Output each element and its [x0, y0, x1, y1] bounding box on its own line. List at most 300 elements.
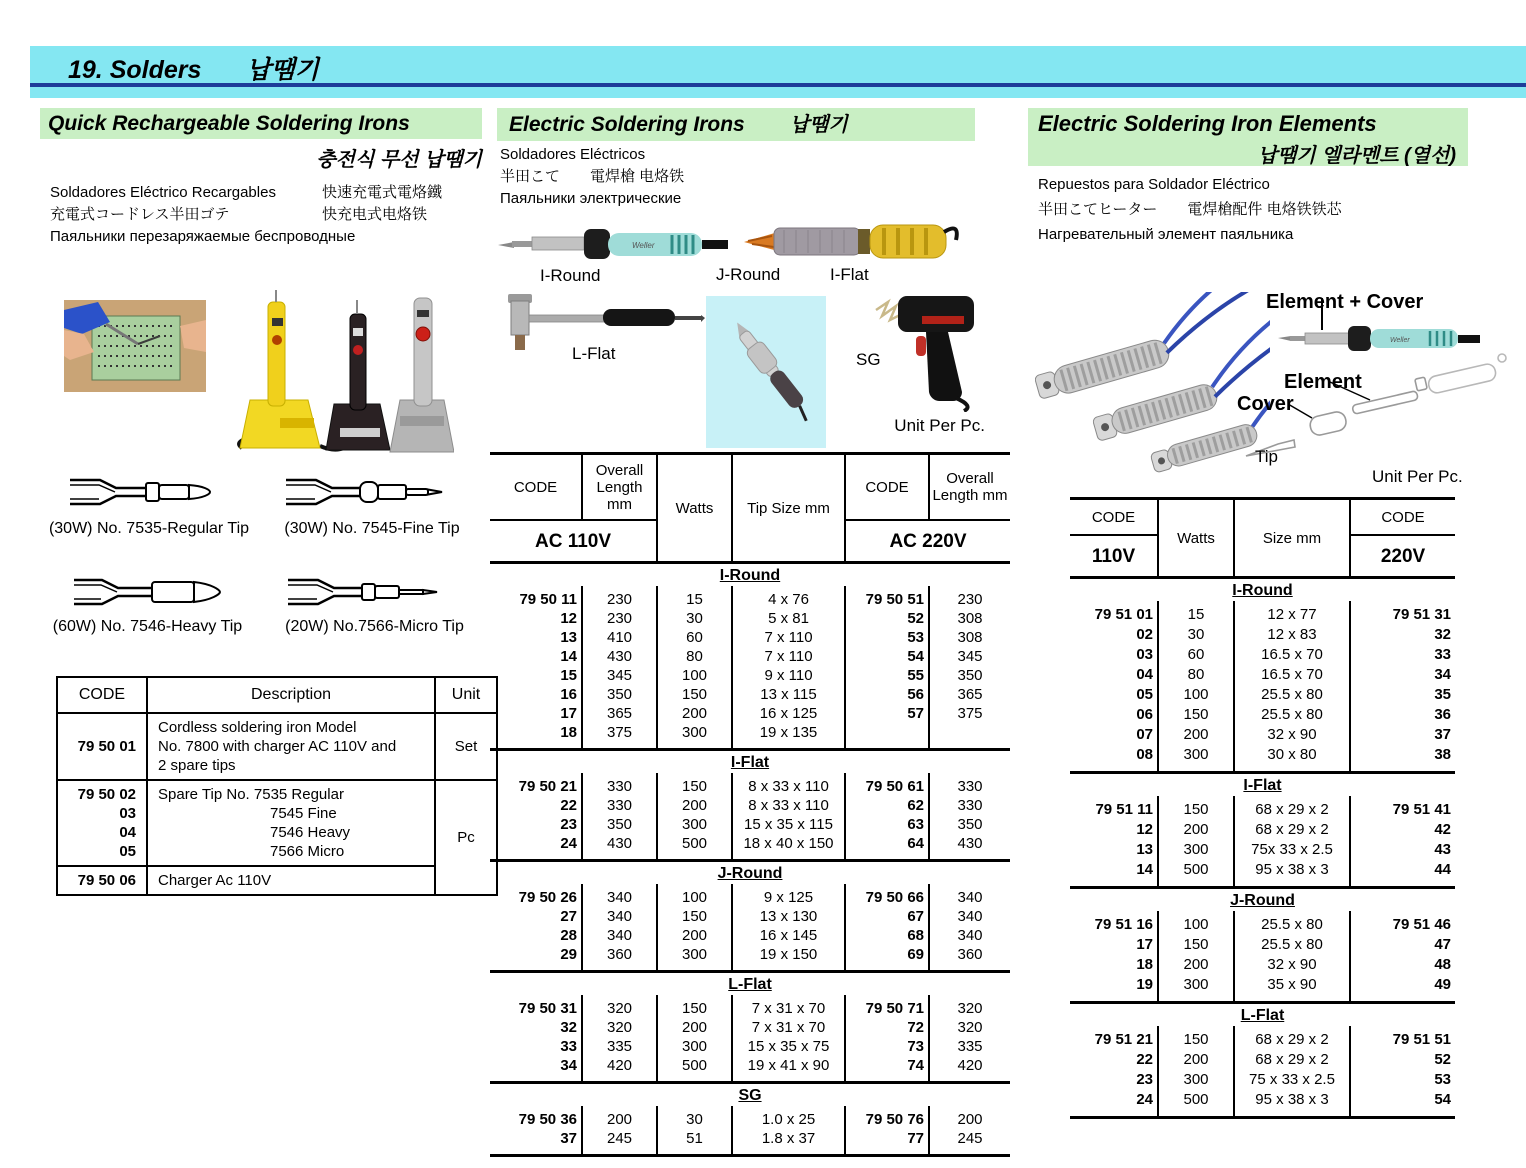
data-cell: 49	[1350, 975, 1455, 1003]
data-cell: 9 x 125	[732, 884, 845, 907]
data-cell: 335	[582, 1037, 657, 1056]
table-row	[490, 1018, 1010, 1037]
data-cell: 19 x 135	[732, 723, 845, 750]
table-row	[490, 666, 1010, 685]
data-cell: 14	[560, 648, 577, 665]
data-cell: 100	[1158, 911, 1234, 935]
data-cell: 54	[1350, 1090, 1455, 1118]
section-header-row	[490, 861, 1010, 885]
data-cell: 79 50 11	[519, 591, 577, 608]
data-cell: 38	[1350, 745, 1455, 773]
left-section-subtitle-kr: 충전식 무선 납땜기	[316, 149, 482, 171]
data-cell: 300	[657, 945, 732, 972]
iron-elements-table	[1070, 497, 1455, 1119]
data-cell: 48	[1350, 955, 1455, 975]
table-row	[1070, 1070, 1455, 1090]
data-cell: 150	[1158, 705, 1234, 725]
section-title: I-Round	[719, 567, 781, 584]
table-row	[490, 628, 1010, 647]
data-cell: 320	[929, 995, 1010, 1018]
table-row	[490, 704, 1010, 723]
data-cell: 200	[1158, 820, 1234, 840]
data-cell: 32 x 90	[1234, 955, 1350, 975]
data-cell: 8 x 33 x 110	[732, 796, 845, 815]
regular-tip-drawing	[66, 466, 231, 518]
data-cell: 79 50 36	[518, 1111, 577, 1128]
data-cell: 79 51 31	[1350, 601, 1455, 625]
data-cell: 320	[582, 1018, 657, 1037]
table-row	[490, 815, 1010, 834]
voltage-header-220: AC 220V	[845, 520, 1010, 563]
table-row	[490, 609, 1010, 628]
data-cell: 23	[560, 816, 577, 833]
data-cell: 7 x 31 x 70	[732, 1018, 845, 1037]
i-round-label: I-Round	[540, 266, 601, 285]
col-header-code-110: CODE	[1070, 499, 1158, 536]
data-cell: 19	[1136, 976, 1153, 993]
data-cell: 245	[929, 1129, 1010, 1156]
section-header-row	[1070, 1003, 1455, 1027]
table-row	[1070, 705, 1455, 725]
data-cell: 150	[1158, 796, 1234, 820]
data-cell: 22	[1136, 1051, 1153, 1068]
data-cell: 300	[657, 1037, 732, 1056]
data-cell: 16.5 x 70	[1234, 665, 1350, 685]
data-cell: 17	[560, 705, 577, 722]
data-cell: 19 x 41 x 90	[732, 1056, 845, 1083]
data-cell: 63	[845, 815, 929, 834]
element-label: Element	[1284, 371, 1362, 393]
data-cell: 330	[582, 796, 657, 815]
left-language-lines	[50, 182, 482, 248]
data-cell: 200	[1158, 955, 1234, 975]
data-cell: 79 51 41	[1350, 796, 1455, 820]
data-cell: 75 x 33 x 2.5	[1234, 1070, 1350, 1090]
data-cell: 05	[1136, 686, 1153, 703]
lang-ru: Паяльники электрические	[500, 190, 682, 207]
col-header-description: Description	[147, 677, 435, 713]
data-cell: 03	[1136, 646, 1153, 663]
data-cell: 79 51 16	[1094, 916, 1153, 933]
section-header-row	[490, 750, 1010, 774]
lang-es: Soldadores Eléctrico Recargables	[50, 184, 276, 201]
data-cell: 04	[1136, 666, 1153, 683]
data-cell: 300	[1158, 745, 1234, 773]
table-row	[1070, 975, 1455, 1003]
table-row	[1070, 665, 1455, 685]
data-cell: 33	[560, 1038, 577, 1055]
data-cell: 47	[1350, 935, 1455, 955]
table-row	[1070, 911, 1455, 935]
data-cell: 80	[657, 647, 732, 666]
data-cell: 68 x 29 x 2	[1234, 1026, 1350, 1050]
data-cell: 44	[1350, 860, 1455, 888]
table-row	[1070, 625, 1455, 645]
data-cell: 330	[929, 773, 1010, 796]
data-cell: 79 51 01	[1094, 606, 1153, 623]
data-cell: 410	[582, 628, 657, 647]
data-cell: 345	[929, 647, 1010, 666]
voltage-header-220: 220V	[1350, 535, 1455, 578]
data-cell: 13 x 115	[732, 685, 845, 704]
data-cell: 54	[845, 647, 929, 666]
data-cell: 150	[657, 995, 732, 1018]
middle-title-kr: 납땜기	[789, 114, 848, 136]
data-cell: 77	[845, 1129, 929, 1156]
data-cell: 340	[582, 884, 657, 907]
data-cell: 73	[845, 1037, 929, 1056]
table-row	[490, 945, 1010, 972]
section-title: SG	[738, 1087, 762, 1104]
code-cell: 79 50 06	[57, 866, 147, 895]
col-header-watts: Watts	[1158, 499, 1234, 578]
data-cell: 15	[560, 667, 577, 684]
section-title: I-Round	[1232, 582, 1293, 599]
voltage-header-110: 110V	[1091, 545, 1136, 567]
data-cell: 37	[560, 1130, 577, 1147]
data-cell: 330	[929, 796, 1010, 815]
unit-cell: Pc	[435, 780, 497, 895]
table-row	[490, 796, 1010, 815]
data-cell: 500	[1158, 860, 1234, 888]
section-header-cell	[490, 861, 1010, 885]
data-cell: 16 x 145	[732, 926, 845, 945]
data-cell: 300	[657, 723, 732, 750]
data-cell: 320	[582, 995, 657, 1018]
data-cell: 360	[929, 945, 1010, 972]
voltage-header-110: AC 110V	[534, 530, 612, 552]
data-cell: 74	[845, 1056, 929, 1083]
data-cell: 300	[1158, 840, 1234, 860]
data-cell: 15 x 35 x 115	[732, 815, 845, 834]
data-cell: 300	[1158, 1070, 1234, 1090]
data-cell: 79 50 66	[845, 884, 929, 907]
data-cell: 72	[845, 1018, 929, 1037]
data-cell: 25.5 x 80	[1234, 935, 1350, 955]
page-title-kr: 납땜기	[246, 56, 319, 84]
data-cell: 16.5 x 70	[1234, 645, 1350, 665]
data-cell: 350	[929, 815, 1010, 834]
section-header-cell	[490, 972, 1010, 996]
section-header-row	[490, 563, 1010, 587]
tip-label: (30W) No. 7535-Regular Tip	[48, 520, 250, 537]
data-cell: 9 x 110	[732, 666, 845, 685]
data-cell: 30 x 80	[1234, 745, 1350, 773]
table-row	[490, 834, 1010, 861]
data-cell: 79 50 26	[518, 889, 577, 906]
data-cell: 06	[1136, 706, 1153, 723]
data-cell: 62	[845, 796, 929, 815]
description-cell: Cordless soldering iron Model No. 7800 with charger AC 110V and 2 spare tips	[147, 713, 435, 780]
lang-zh-t: 快速充電式電烙鐵	[322, 184, 443, 201]
data-cell: 79 50 21	[518, 778, 577, 795]
section-title: I-Flat	[730, 754, 770, 771]
lang-zh-s: 快充电式电烙铁	[322, 206, 428, 223]
data-cell: 150	[657, 773, 732, 796]
data-cell: 57	[845, 704, 929, 723]
data-cell: 230	[929, 586, 1010, 609]
data-cell: 12	[560, 610, 577, 627]
data-cell: 69	[845, 945, 929, 972]
element-cover-label: Element + Cover	[1266, 291, 1424, 313]
data-cell: 79 51 51	[1350, 1026, 1455, 1050]
col-header-size: Size mm	[1234, 499, 1350, 578]
section-header-cell	[1070, 888, 1455, 912]
data-cell: 200	[657, 796, 732, 815]
data-cell: 350	[582, 685, 657, 704]
data-cell: 25.5 x 80	[1234, 911, 1350, 935]
data-cell: 35	[1350, 685, 1455, 705]
data-cell: 100	[657, 666, 732, 685]
data-cell: 25.5 x 80	[1234, 705, 1350, 725]
data-cell: 37	[1350, 725, 1455, 745]
description-cell: Spare Tip No. 7535 Regular 7545 Fine 7546 Heavy 7566 Micro	[147, 780, 435, 866]
section-header-cell	[490, 750, 1010, 774]
data-cell: 7 x 110	[732, 628, 845, 647]
data-cell: 18	[560, 724, 577, 741]
data-cell: 340	[582, 926, 657, 945]
data-cell: 375	[929, 704, 1010, 723]
micro-tip-drawing	[284, 566, 454, 618]
right-title-kr: 납땜기 엘라멘트 (열선)	[1257, 145, 1456, 167]
data-cell: 4 x 76	[732, 586, 845, 609]
table-row	[1070, 820, 1455, 840]
electric-irons-table	[490, 452, 1010, 1157]
right-section-title	[1028, 108, 1468, 166]
lang-ja: 充電式コードレス半田ゴテ	[50, 206, 230, 223]
data-cell: 200	[657, 704, 732, 723]
table-row	[1070, 745, 1455, 773]
data-cell: 320	[929, 1018, 1010, 1037]
section-header-cell	[1070, 1003, 1455, 1027]
lang-ru: Нагревательный элемент паяльника	[1038, 226, 1294, 243]
data-cell: 79 51 21	[1094, 1031, 1153, 1048]
right-language-lines	[1038, 172, 1342, 247]
j-round-label: J-Round	[716, 265, 781, 284]
data-cell: 79 50 31	[518, 1000, 577, 1017]
table-row	[1070, 955, 1455, 975]
middle-title-en: Electric Soldering Irons	[509, 113, 745, 136]
data-cell: 52	[1350, 1050, 1455, 1070]
middle-unit-note: Unit Per Pc.	[894, 416, 985, 435]
col-header-code: CODE	[57, 677, 147, 713]
data-cell: 30	[1158, 625, 1234, 645]
soldering-hands-photo	[64, 300, 206, 392]
section-header-row	[490, 1083, 1010, 1107]
fine-tip-drawing	[282, 466, 457, 518]
data-cell: 18	[1136, 956, 1153, 973]
heavy-tip-drawing	[70, 566, 235, 618]
data-cell: 430	[582, 647, 657, 666]
data-cell: 15	[657, 586, 732, 609]
data-cell: 17	[1136, 936, 1153, 953]
data-cell: 12	[1136, 821, 1153, 838]
data-cell: 7 x 31 x 70	[732, 995, 845, 1018]
table-row	[1070, 1050, 1455, 1070]
data-cell: 35 x 90	[1234, 975, 1350, 1003]
data-cell: 02	[1136, 626, 1153, 643]
code-cell: 79 50 02 03 04 05	[57, 780, 147, 866]
table-row	[490, 995, 1010, 1018]
table-row	[1070, 601, 1455, 625]
i-round-iron-photo	[498, 222, 730, 268]
data-cell: 16	[560, 686, 577, 703]
data-cell: 200	[1158, 725, 1234, 745]
table-row	[1070, 1026, 1455, 1050]
data-cell: 308	[929, 609, 1010, 628]
table-row	[490, 685, 1010, 704]
data-cell: 95 x 38 x 3	[1234, 860, 1350, 888]
table-row	[490, 723, 1010, 750]
l-flat-label: L-Flat	[572, 344, 616, 363]
data-cell: 18 x 40 x 150	[732, 834, 845, 861]
table-row	[1070, 860, 1455, 888]
data-cell: 13 x 130	[732, 907, 845, 926]
tip-label: (30W) No. 7545-Fine Tip	[284, 520, 460, 537]
data-cell: 1.8 x 37	[732, 1129, 845, 1156]
data-cell: 22	[560, 797, 577, 814]
col-header-code-110: CODE	[490, 454, 582, 521]
data-cell: 52	[845, 609, 929, 628]
data-cell: 08	[1136, 746, 1153, 763]
table-row	[490, 773, 1010, 796]
data-cell: 360	[582, 945, 657, 972]
middle-section-title	[497, 108, 975, 141]
data-cell: 23	[1136, 1071, 1153, 1088]
data-cell: 500	[1158, 1090, 1234, 1118]
tip-label: (60W) No. 7546-Heavy Tip	[52, 618, 243, 635]
section-header-bar	[30, 46, 1526, 98]
data-cell: 350	[582, 815, 657, 834]
data-cell: 340	[929, 926, 1010, 945]
section-header-row	[1070, 578, 1455, 602]
data-cell: 68 x 29 x 2	[1234, 820, 1350, 840]
col-header-watts: Watts	[657, 454, 732, 563]
table-row	[57, 780, 497, 866]
table-row	[1070, 1090, 1455, 1118]
table-row	[490, 647, 1010, 666]
table-row	[1070, 796, 1455, 820]
table-row	[1070, 645, 1455, 665]
section-header-row	[490, 972, 1010, 996]
data-cell: 34	[1350, 665, 1455, 685]
data-cell: 34	[560, 1057, 577, 1074]
tip-part-label: Tip	[1255, 447, 1278, 466]
section-header-row	[1070, 888, 1455, 912]
data-cell: 245	[582, 1129, 657, 1156]
rechargeable-irons-table	[56, 676, 498, 896]
cordless-irons-photo	[228, 288, 454, 456]
sg-gun-photo	[868, 288, 978, 412]
data-cell: 340	[929, 884, 1010, 907]
col-header-code-220: CODE	[845, 454, 929, 521]
data-cell: 36	[1350, 705, 1455, 725]
description-cell: Charger Ac 110V	[147, 866, 435, 895]
table-row	[57, 713, 497, 780]
data-cell: 29	[560, 946, 577, 963]
data-cell: 53	[1350, 1070, 1455, 1090]
data-cell: 420	[582, 1056, 657, 1083]
sg-label: SG	[856, 350, 881, 369]
data-cell: 350	[929, 666, 1010, 685]
table-row	[490, 884, 1010, 907]
data-cell: 375	[582, 723, 657, 750]
table-header-row	[490, 454, 1010, 521]
data-cell: 67	[845, 907, 929, 926]
section-header-cell	[490, 1083, 1010, 1107]
data-cell: 55	[845, 666, 929, 685]
table-row	[1070, 685, 1455, 705]
col-header-overall-length: Overall Length mm	[929, 454, 1010, 521]
data-cell: 300	[1158, 975, 1234, 1003]
data-cell: 365	[582, 704, 657, 723]
data-cell: 30	[657, 1106, 732, 1129]
unit-cell: Set	[435, 713, 497, 780]
data-cell: 230	[582, 586, 657, 609]
data-cell	[929, 723, 1010, 750]
j-round-i-flat-iron-photo	[742, 220, 964, 264]
lang-ja-zh: 半田こて 電焊槍 电烙铁	[500, 168, 685, 185]
data-cell: 60	[1158, 645, 1234, 665]
data-cell: 300	[657, 815, 732, 834]
section-header-cell	[1070, 578, 1455, 602]
lang-es: Repuestos para Soldador Eléctrico	[1038, 176, 1270, 193]
data-cell: 79 50 51	[845, 586, 929, 609]
data-cell: 79 51 11	[1095, 801, 1153, 818]
data-cell: 79 50 76	[845, 1106, 929, 1129]
data-cell: 100	[657, 884, 732, 907]
section-title: L-Flat	[1240, 1007, 1285, 1024]
table-row	[490, 1129, 1010, 1156]
data-cell: 500	[657, 834, 732, 861]
data-cell: 80	[1158, 665, 1234, 685]
lang-ru: Паяльники перезаряжаемые беспроводные	[50, 228, 356, 245]
section-header-cell	[1070, 773, 1455, 797]
data-cell: 64	[845, 834, 929, 861]
table-header-row	[1070, 499, 1455, 536]
data-cell: 430	[582, 834, 657, 861]
data-cell: 420	[929, 1056, 1010, 1083]
page-title	[68, 50, 319, 86]
data-cell: 60	[657, 628, 732, 647]
data-cell: 8 x 33 x 110	[732, 773, 845, 796]
table-row	[490, 586, 1010, 609]
data-cell: 335	[929, 1037, 1010, 1056]
data-cell: 200	[657, 1018, 732, 1037]
section-title: J-Round	[1230, 892, 1295, 909]
table-row	[57, 866, 497, 895]
data-cell: 79 50 71	[845, 995, 929, 1018]
data-cell: 5 x 81	[732, 609, 845, 628]
table-row	[1070, 840, 1455, 860]
data-cell: 200	[929, 1106, 1010, 1129]
table-row	[490, 926, 1010, 945]
data-cell: 33	[1350, 645, 1455, 665]
data-cell: 19 x 150	[732, 945, 845, 972]
data-cell: 12 x 83	[1234, 625, 1350, 645]
col-header-overall-length: Overall Length mm	[582, 454, 657, 521]
data-cell: 1.0 x 25	[732, 1106, 845, 1129]
section-title: L-Flat	[728, 976, 772, 993]
data-cell	[845, 723, 929, 750]
data-cell: 75x 33 x 2.5	[1234, 840, 1350, 860]
data-cell: 14	[1136, 861, 1153, 878]
data-cell: 27	[560, 908, 577, 925]
data-cell: 42	[1350, 820, 1455, 840]
data-cell: 79 51 46	[1350, 911, 1455, 935]
data-cell: 28	[560, 927, 577, 944]
table-header-row	[57, 677, 497, 713]
